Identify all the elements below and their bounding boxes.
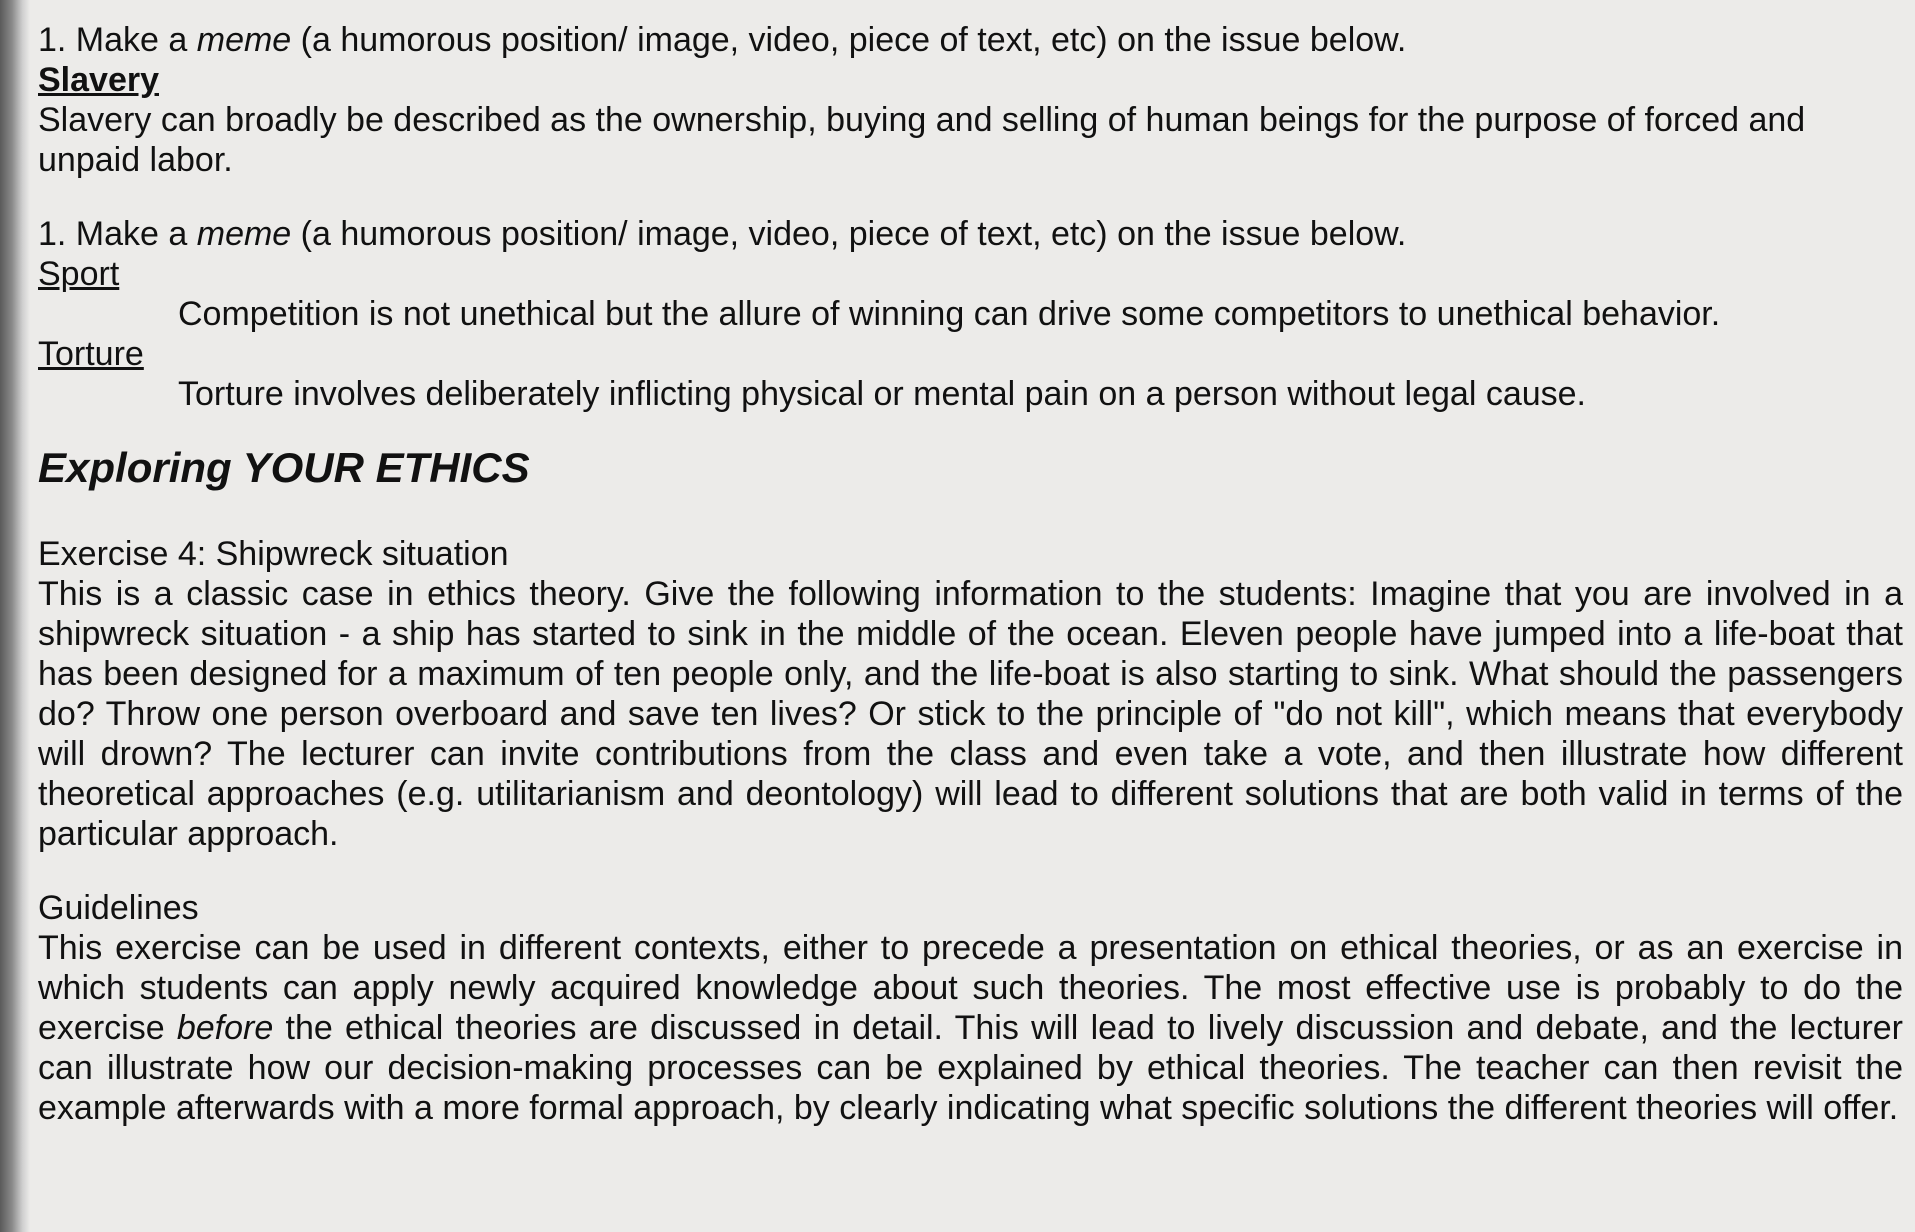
guidelines-emphasis: before	[176, 1009, 274, 1047]
page-binding-shadow	[0, 0, 30, 1232]
task-line-2	[38, 214, 1903, 254]
guidelines-body	[38, 928, 1903, 1128]
document-page	[38, 20, 1903, 1128]
slavery-definition: Slavery can broadly be described as the ownership, buying and selling of human beings for the purpose of forced and unpaid labor.	[38, 101, 1806, 179]
task-suffix: (a humorous position/ image, video, piece of text, etc) on the issue below.	[291, 21, 1407, 59]
topic-slavery: Slavery	[38, 61, 159, 99]
task-prefix: 1. Make a	[38, 215, 197, 253]
exercise-title: Exercise 4: Shipwreck situation	[38, 535, 509, 573]
spacer	[38, 180, 1903, 214]
task-emphasis: meme	[196, 21, 292, 59]
sport-definition: Competition is not unethical but the allure of winning can drive some competitors to unethical behavior.	[178, 295, 1721, 333]
section-heading: Exploring YOUR ETHICS	[38, 444, 530, 491]
task-line-1	[38, 20, 1903, 60]
task-emphasis: meme	[196, 215, 292, 253]
guidelines-text-after: the ethical theories are discussed in detail. This will lead to lively discussion and debate, and the lecturer can illustrate how our decision-making processes can be explained by ethical theories. The teacher can then revisit the example afterwards with a more formal approach, by clearly indicating what specific solutions the different theories will offer.	[38, 1009, 1903, 1127]
spacer	[38, 854, 1903, 888]
guidelines-text-before: This exercise can be used in different contexts, either to precede a presentation on ethical theories, or as an exercise in which students can apply newly acquired knowledge about such theories. The most effective use is probably to do the exercise	[38, 929, 1903, 1047]
topic-sport: Sport	[38, 255, 120, 293]
task-prefix: 1. Make a	[38, 21, 197, 59]
guidelines-title: Guidelines	[38, 889, 199, 927]
topic-torture: Torture	[38, 335, 144, 373]
exercise-body: This is a classic case in ethics theory. Give the following information to the students: Imagine that you are involved in a shipwreck situation - a ship has started to sink in the middle of the ocean. Eleven people have jumped into a life-boat that has been designed for a maximum of ten people only, and the life-boat is also starting to sink. What should the passengers do? Throw one person overboard and save ten lives? Or stick to the principle of "do not kill", which means that everybody will drown? The lecturer can invite contributions from the class and even take a vote, and then illustrate how different theoretical approaches (e.g. utilitarianism and deontology) will lead to different solutions that are both valid in terms of the particular approach.	[38, 575, 1903, 853]
torture-definition: Torture involves deliberately inflicting physical or mental pain on a person without legal cause.	[178, 375, 1586, 413]
task-suffix: (a humorous position/ image, video, piece of text, etc) on the issue below.	[291, 215, 1407, 253]
